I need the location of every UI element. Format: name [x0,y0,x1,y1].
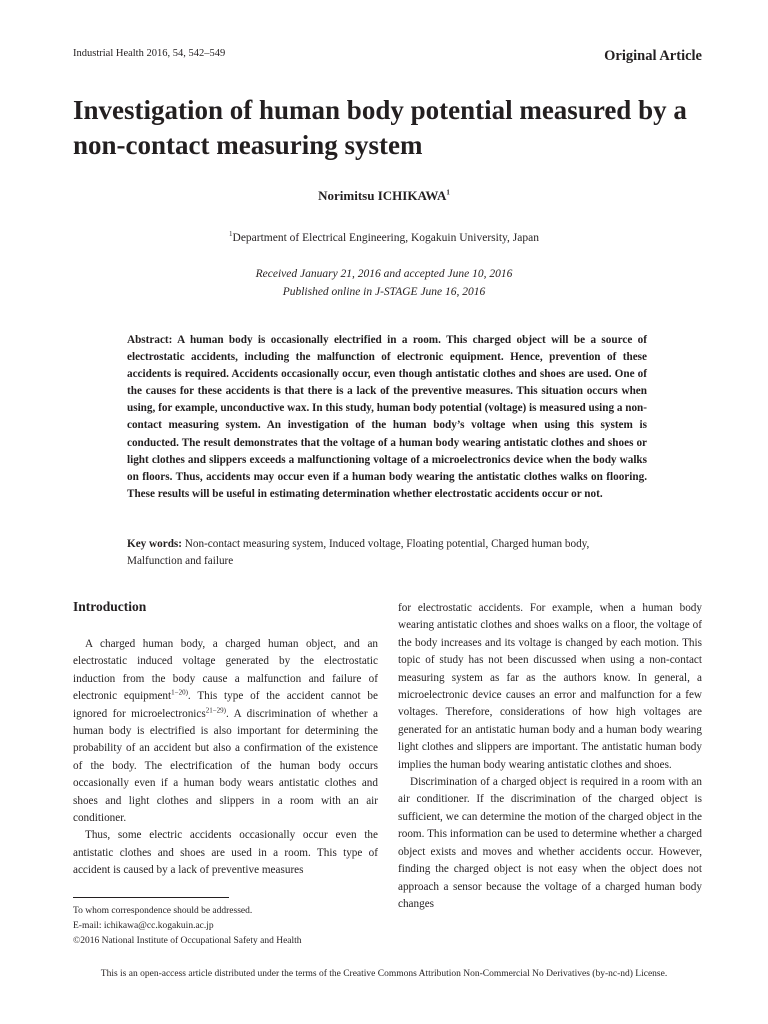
keywords-text: Non-contact measuring system, Induced voltage, Floating potential, Charged human body, Malfunction and failure [127,538,590,567]
intro-p1-text-b: . This type of the accident cannot be ignored for microelectronics [73,690,378,720]
intro-p1-text-c: . A discrimination of whether a human body is electrified is also important for determining the probability of an accident but also a confirmation of the existence of the body. The electrification of the human body occurs occasionally even if a human body wears antistatic clothes and shoes and light clothes and slippers in a room with an air conditioner. [73,707,378,825]
intro-paragraph-1 [73,636,378,827]
right-column [398,600,702,913]
footnote-divider [73,897,229,898]
correspondence-footnote [73,904,302,949]
citation-ref-1: 1−20) [171,688,188,697]
journal-citation: Industrial Health 2016, 54, 542–549 [73,48,226,59]
license-notice: This is an open-access article distributed under the terms of the Creative Commons Attribution Non-Commercial No Derivatives (by-nc-nd) License. [100,969,668,979]
intro-p1-text-a: A charged human body, a charged human object, and an electrostatic induced voltage generated by the electrostatic induction from the body cause a malfunction and failure of electronic equipment [73,638,378,703]
intro-paragraph-continued: for electrostatic accidents. For example, when a human body wearing antistatic clothes and shoes walks on a floor, the voltage of the body increases and its voltage is changed by each motion. This topic of study has not been discussed when using a non-contact measuring system as far as the authors know. In general, a microelectronic device causes an error and malfunction for a few voltages. Therefore, considerations of how high voltages are generated for an antistatic human body and a human body wearing light clothes and slippers are important. The antistatic human body implies the human body wearing antistatic clothes and shoes. [398,602,702,771]
footnote-email: E-mail: ichikawa@cc.kogakuin.ac.jp [73,921,214,931]
abstract: Abstract: A human body is occasionally electrified in a room. This charged object will be a source of electrostatic accidents, including the malfunction of electronic equipment. Hence, prevention of these accidents is required. Accidents occasionally occur, even though antistatic clothes and shoes are used. One of the causes for these accidents is that there is a lack of the preventive measures. This situation occurs when using, for example, unconductive wax. In this study, human body potential (voltage) is measured using a non-contact measuring system. An investigation of the human body’s voltage when using this system is conducted. The result demonstrates that the voltage of a human body wearing antistatic clothes and shoes or light clothes and slippers exceeds a malfunctioning voltage of a microelectronics device when the body walks on floors. Thus, accidents may occur even if a human body wearing the antistatic clothes walks on flooring. These results will be useful in estimating determination whether electrostatic accidents occur or not. [127,334,647,500]
intro-paragraph-3: Discrimination of a charged object is required in a room with an air conditioner. If the discrimination of the charged object is sufficient, we can determine the motion of the charged object in the room. This information can be used to determine whether a charged object exists and moves and whether accidents occur. However, finding the charged object is not easy when the object does not approach a sensor because the voltage of a charged human body changes [398,776,702,910]
citation-ref-2: 21−29) [205,705,227,714]
keywords-label: Key words: [127,538,182,550]
author-line [0,188,768,204]
affiliation-mark: 1 [229,230,233,239]
keywords [127,536,647,570]
introduction-heading: Introduction [73,599,147,614]
author-affiliation-mark: 1 [446,188,450,197]
paper-title: Investigation of human body potential measured by a non-contact measuring system [73,95,687,160]
published-date: Published online in J-STAGE June 16, 2016 [282,286,486,298]
author-name: Norimitsu ICHIKAWA [318,188,447,203]
footnote-copyright: ©2016 National Institute of Occupational Safety and Health [73,936,302,946]
left-column [73,636,378,880]
article-type-label: Original Article [604,48,702,64]
publication-dates [0,265,768,301]
affiliation-line [0,232,768,244]
footnote-correspondence: To whom correspondence should be addressed. [73,906,253,916]
received-date: Received January 21, 2016 and accepted June 10, 2016 [255,268,513,280]
intro-paragraph-2: Thus, some electric accidents occasionally occur even the antistatic clothes and shoes are used in a room. This type of accident is caused by a lack of preventive measures [73,829,378,877]
affiliation-text: Department of Electrical Engineering, Kogakuin University, Japan [232,232,539,244]
